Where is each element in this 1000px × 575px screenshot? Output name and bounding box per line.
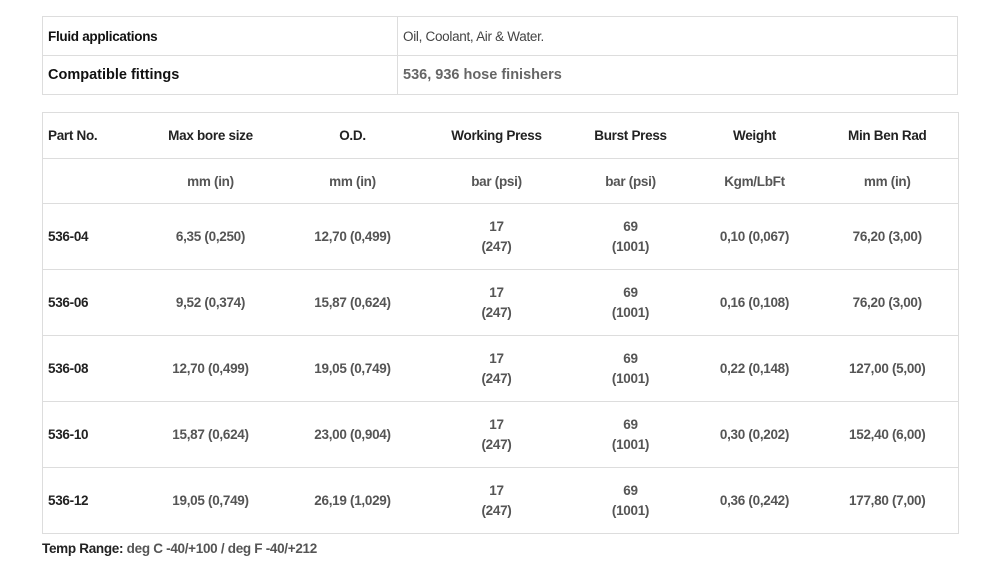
working-press-cell bbox=[425, 270, 569, 336]
unit-weight: Kgm/LbFt bbox=[693, 159, 817, 204]
od-cell bbox=[281, 468, 425, 534]
working-press-cell bbox=[425, 468, 569, 534]
min-bend-radius-cell-bend: 152,40 (6,00) bbox=[849, 426, 926, 442]
compatible-fittings-value: 536, 936 hose finishers bbox=[398, 56, 958, 95]
table-row bbox=[43, 204, 959, 270]
min-bend-radius-cell-bend: 127,00 (5,00) bbox=[849, 360, 926, 376]
burst-press-cell-bp-psi: (1001) bbox=[611, 304, 650, 320]
weight-cell bbox=[693, 336, 817, 402]
min-bend-radius-cell bbox=[817, 204, 959, 270]
unit-max-bore-size: mm (in) bbox=[141, 159, 281, 204]
max-bore-size-cell-bore: 12,70 (0,499) bbox=[172, 360, 249, 376]
working-press-cell-wp-bar: 17 bbox=[489, 482, 504, 498]
min-bend-radius-cell-bend: 76,20 (3,00) bbox=[852, 228, 922, 244]
header-od: O.D. bbox=[281, 113, 425, 159]
burst-press-cell bbox=[569, 270, 693, 336]
max-bore-size-cell-bore: 19,05 (0,749) bbox=[172, 492, 249, 508]
compatible-fittings-label: Compatible fittings bbox=[43, 56, 398, 95]
unit-part-no bbox=[43, 159, 141, 204]
working-press-cell-wp-psi: (247) bbox=[481, 502, 512, 518]
burst-press-cell-bp-bar: 69 bbox=[623, 284, 638, 300]
temp-range-value: deg C -40/+100 / deg F -40/+212 bbox=[126, 541, 317, 556]
working-press-cell-wp-bar: 17 bbox=[489, 350, 504, 366]
unit-burst-press: bar (psi) bbox=[569, 159, 693, 204]
od-cell-od: 23,00 (0,904) bbox=[314, 426, 391, 442]
weight-cell bbox=[693, 468, 817, 534]
table-row bbox=[43, 402, 959, 468]
od-cell bbox=[281, 270, 425, 336]
od-cell-od: 12,70 (0,499) bbox=[314, 228, 391, 244]
min-bend-radius-cell-bend: 76,20 (3,00) bbox=[852, 294, 922, 310]
weight-cell bbox=[693, 204, 817, 270]
header-part-no: Part No. bbox=[43, 113, 141, 159]
info-table bbox=[42, 16, 958, 95]
burst-press-cell-bp-psi: (1001) bbox=[611, 502, 650, 518]
part-number-cell bbox=[43, 468, 141, 534]
unit-od: mm (in) bbox=[281, 159, 425, 204]
weight-cell bbox=[693, 270, 817, 336]
units-row bbox=[43, 159, 959, 204]
weight-cell-weight: 0,22 (0,148) bbox=[719, 360, 790, 376]
working-press-cell-wp-bar: 17 bbox=[489, 416, 504, 432]
header-row bbox=[43, 113, 959, 159]
max-bore-size-cell bbox=[141, 204, 281, 270]
header-working-press: Working Press bbox=[425, 113, 569, 159]
burst-press-cell bbox=[569, 468, 693, 534]
burst-press-cell-bp-psi: (1001) bbox=[611, 370, 650, 386]
table-row bbox=[43, 468, 959, 534]
od-cell-od: 19,05 (0,749) bbox=[314, 360, 391, 376]
fluid-applications-row bbox=[43, 17, 958, 56]
fluid-applications-value: Oil, Coolant, Air & Water. bbox=[398, 17, 958, 56]
od-cell bbox=[281, 402, 425, 468]
header-weight: Weight bbox=[693, 113, 817, 159]
burst-press-cell-bp-psi: (1001) bbox=[611, 436, 650, 452]
working-press-cell-wp-psi: (247) bbox=[481, 304, 512, 320]
max-bore-size-cell bbox=[141, 402, 281, 468]
burst-press-cell bbox=[569, 336, 693, 402]
od-cell bbox=[281, 336, 425, 402]
compatible-fittings-row bbox=[43, 56, 958, 95]
max-bore-size-cell bbox=[141, 336, 281, 402]
unit-working-press: bar (psi) bbox=[425, 159, 569, 204]
min-bend-radius-cell bbox=[817, 270, 959, 336]
weight-cell-weight: 0,10 (0,067) bbox=[719, 228, 790, 244]
part-number-cell bbox=[43, 270, 141, 336]
fluid-applications-label: Fluid applications bbox=[43, 17, 398, 56]
working-press-cell-wp-psi: (247) bbox=[481, 436, 512, 452]
burst-press-cell-bp-psi: (1001) bbox=[611, 238, 650, 254]
part-number-cell-part: 536-10 bbox=[48, 426, 89, 442]
header-burst-press: Burst Press bbox=[569, 113, 693, 159]
working-press-cell bbox=[425, 204, 569, 270]
working-press-cell-wp-psi: (247) bbox=[481, 238, 512, 254]
burst-press-cell bbox=[569, 402, 693, 468]
table-row bbox=[43, 270, 959, 336]
weight-cell-weight: 0,30 (0,202) bbox=[719, 426, 790, 442]
part-number-cell bbox=[43, 402, 141, 468]
max-bore-size-cell-bore: 15,87 (0,624) bbox=[172, 426, 249, 442]
working-press-cell-wp-bar: 17 bbox=[489, 218, 504, 234]
weight-cell-weight: 0,36 (0,242) bbox=[719, 492, 790, 508]
burst-press-cell-bp-bar: 69 bbox=[623, 350, 638, 366]
min-bend-radius-cell bbox=[817, 468, 959, 534]
header-max-bore-size: Max bore size bbox=[141, 113, 281, 159]
burst-press-cell-bp-bar: 69 bbox=[623, 482, 638, 498]
temp-range-label: Temp Range: bbox=[42, 541, 124, 556]
od-cell-od: 15,87 (0,624) bbox=[314, 294, 391, 310]
part-number-cell-part: 536-06 bbox=[48, 294, 89, 310]
weight-cell-weight: 0,16 (0,108) bbox=[719, 294, 790, 310]
spec-table bbox=[42, 112, 959, 534]
working-press-cell bbox=[425, 336, 569, 402]
header-min-bend-radius: Min Ben Rad bbox=[817, 113, 959, 159]
burst-press-cell bbox=[569, 204, 693, 270]
part-number-cell bbox=[43, 204, 141, 270]
min-bend-radius-cell bbox=[817, 336, 959, 402]
temp-range-note bbox=[42, 541, 317, 556]
max-bore-size-cell bbox=[141, 270, 281, 336]
table-row bbox=[43, 336, 959, 402]
working-press-cell-wp-bar: 17 bbox=[489, 284, 504, 300]
burst-press-cell-bp-bar: 69 bbox=[623, 218, 638, 234]
max-bore-size-cell-bore: 9,52 (0,374) bbox=[175, 294, 246, 310]
part-number-cell-part: 536-08 bbox=[48, 360, 89, 376]
working-press-cell bbox=[425, 402, 569, 468]
max-bore-size-cell-bore: 6,35 (0,250) bbox=[175, 228, 246, 244]
min-bend-radius-cell-bend: 177,80 (7,00) bbox=[849, 492, 926, 508]
min-bend-radius-cell bbox=[817, 402, 959, 468]
burst-press-cell-bp-bar: 69 bbox=[623, 416, 638, 432]
od-cell-od: 26,19 (1,029) bbox=[314, 492, 391, 508]
part-number-cell-part: 536-12 bbox=[48, 492, 89, 508]
part-number-cell-part: 536-04 bbox=[48, 228, 89, 244]
unit-min-bend-radius: mm (in) bbox=[817, 159, 959, 204]
max-bore-size-cell bbox=[141, 468, 281, 534]
working-press-cell-wp-psi: (247) bbox=[481, 370, 512, 386]
part-number-cell bbox=[43, 336, 141, 402]
weight-cell bbox=[693, 402, 817, 468]
od-cell bbox=[281, 204, 425, 270]
